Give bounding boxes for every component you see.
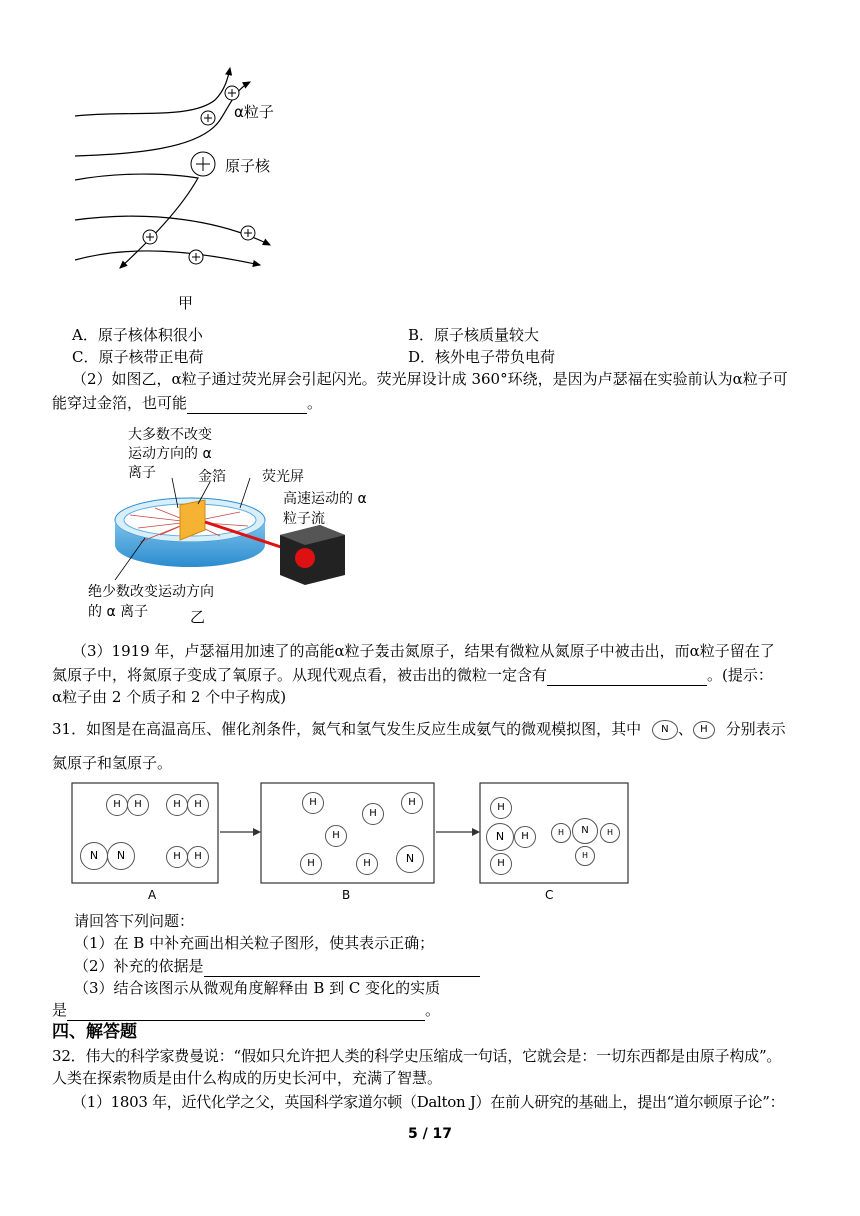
label-gold-foil: 金箔: [198, 469, 226, 485]
box-a-h2: H: [127, 794, 149, 816]
legend-sep: 、: [677, 720, 693, 738]
box-b-h2: H: [401, 792, 423, 814]
q2-line2-end: 。: [307, 394, 323, 412]
box-c-h3: H: [490, 853, 512, 875]
answer-blank-q2[interactable]: [187, 397, 307, 414]
label-few-line1: 绝少数改变运动方向: [88, 584, 214, 600]
label-particle-stream: [283, 489, 367, 529]
q32-line3: （1）1803 年，近代化学之父，英国科学家道尔顿（Dalton J）在前人研究的基础上，提出“道尔顿原子论”：: [72, 1093, 785, 1111]
box-a-h1: H: [106, 794, 128, 816]
figure-jia: [70, 60, 310, 320]
q31-sub3b-text: 是: [52, 1001, 68, 1019]
label-few-line2: 的 α 离子: [88, 604, 149, 620]
figure-yi-caption: 乙: [190, 608, 206, 626]
q31-prompt: 请回答下列问题：: [74, 912, 195, 930]
box-c-h6: H: [575, 846, 595, 866]
q32-line1: 32．伟大的科学家费曼说：“假如只允许把人类的科学史压缩成一句话，它就会是：一切东西都是由原子构成”。: [52, 1047, 782, 1065]
q3-line2: [52, 664, 773, 686]
option-a: A．原子核体积很小: [72, 326, 203, 344]
q2-line1: （2）如图乙，α粒子通过荧光屏会引起闪光。荧光屏设计成 360°环绕，是因为卢瑟福在实验前认为α粒子可: [72, 370, 788, 388]
q31-sub2: [74, 955, 480, 977]
box-b-h4: H: [325, 825, 347, 847]
option-c: C．原子核带正电荷: [72, 348, 204, 366]
box-b-h6: H: [356, 853, 378, 875]
option-d: D．核外电子带负电荷: [408, 348, 556, 366]
alpha-particle-label: α粒子: [234, 103, 274, 121]
q3-line1: （3）1919 年，卢瑟福用加速了的高能α粒子轰击氮原子，结果有微粒从氮原子中被击出，而α粒子留在了: [72, 642, 775, 660]
box-c-h5: H: [600, 823, 620, 843]
label-stream-line2: 粒子流: [283, 511, 325, 527]
q2-line2: [52, 392, 322, 414]
page-number: 5 / 17: [407, 1126, 453, 1142]
box-a-h4: H: [187, 794, 209, 816]
nucleus-label: 原子核: [225, 157, 271, 175]
box-a-n2: N: [107, 842, 135, 870]
box-c-h4: H: [551, 823, 571, 843]
box-b-n1: N: [396, 845, 424, 873]
box-c-n1: N: [486, 823, 514, 851]
box-a-n1: N: [80, 842, 108, 870]
q31-sub2-text: （2）补充的依据是: [74, 957, 204, 975]
label-most-line2: 运动方向的 α: [128, 446, 212, 462]
label-most-line1: 大多数不改变: [128, 427, 212, 443]
q31-line2: 氮原子和氢原子。: [52, 754, 173, 772]
q3-line2-text: 氮原子中，将氮原子变成了氧原子。从现代观点看，被击出的微粒一定含有: [52, 666, 548, 684]
q31-line1-text: 31．如图是在高温高压、催化剂条件，氮气和氢气发生反应生成氨气的微观模拟图，其中: [52, 720, 642, 738]
q31-sub1: （1）在 B 中补充画出相关粒子图形，使其表示正确；: [74, 934, 435, 952]
q31-line1-end: 分别表示: [725, 720, 786, 738]
answer-blank-q31-3[interactable]: [67, 1004, 425, 1021]
q3-line2-end: 。(提示：: [707, 666, 773, 684]
legend-h-atom: H: [693, 721, 715, 739]
box-a-label: A: [148, 888, 157, 902]
q2-line2-text: 能穿过金箔，也可能: [52, 394, 188, 412]
legend-n-atom: N: [652, 720, 678, 740]
answer-blank-q31-2[interactable]: [204, 960, 480, 977]
label-stream-line1: 高速运动的 α: [283, 491, 367, 507]
answer-blank-q3[interactable]: [547, 669, 707, 686]
label-most-line3: 离子: [128, 465, 156, 481]
box-c-n2: N: [572, 818, 598, 844]
section-heading: 四、解答题: [52, 1022, 137, 1042]
box-b-h5: H: [300, 853, 322, 875]
q3-line3: α粒子由 2 个质子和 2 个中子构成): [52, 688, 287, 706]
q31-line1: [52, 718, 786, 740]
q31-sub3b: [52, 999, 440, 1021]
box-a-h3: H: [166, 794, 188, 816]
option-b: B．原子核质量较大: [408, 326, 540, 344]
box-b-label: B: [342, 888, 351, 902]
box-a-h6: H: [187, 846, 209, 868]
box-c-label: C: [545, 888, 554, 902]
box-c-h2: H: [514, 826, 536, 848]
box-a-h5: H: [166, 846, 188, 868]
q32-line2: 人类在探索物质是由什么构成的历史长河中，充满了智慧。: [52, 1069, 443, 1087]
figure-jia-caption: 甲: [178, 294, 194, 312]
q31-sub3b-end: 。: [425, 1001, 441, 1019]
box-c-h1: H: [490, 797, 512, 819]
q31-sub3: （3）结合该图示从微观角度解释由 B 到 C 变化的实质: [74, 979, 441, 997]
box-b-h3: H: [362, 803, 384, 825]
label-fluorescent-screen: 荧光屏: [262, 469, 304, 485]
box-b-h1: H: [302, 792, 324, 814]
